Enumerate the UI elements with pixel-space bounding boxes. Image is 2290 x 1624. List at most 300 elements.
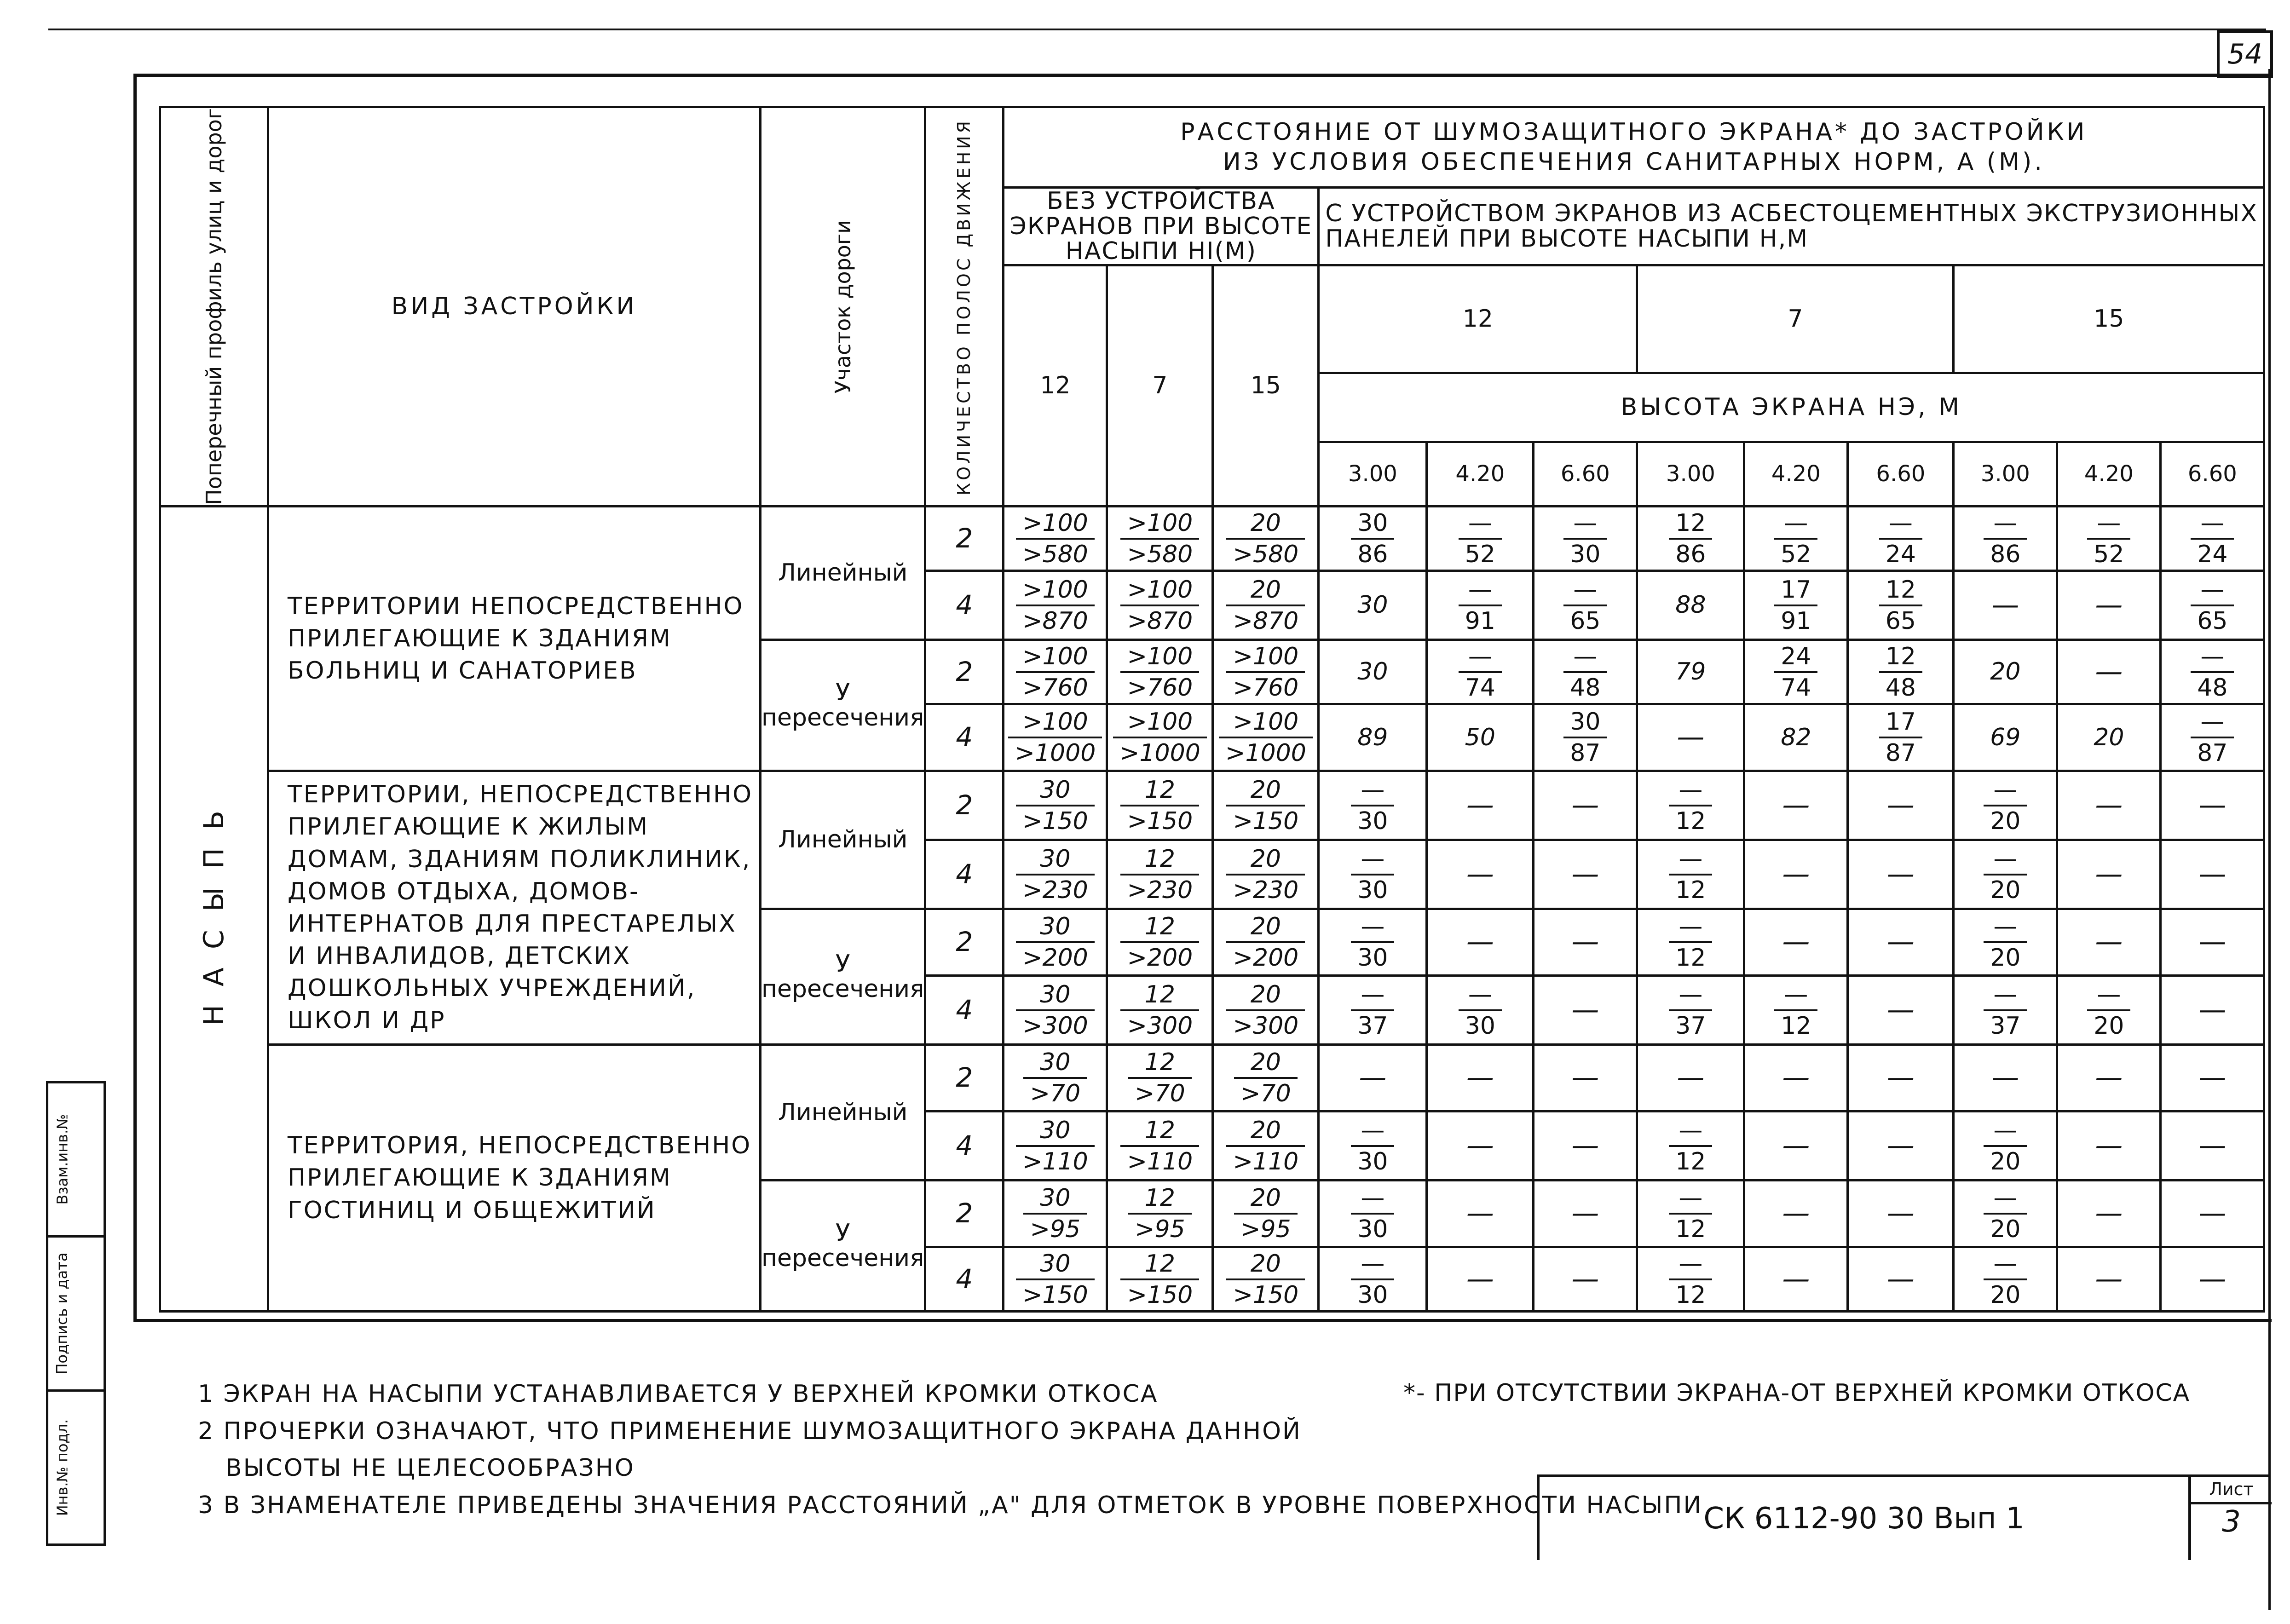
value-cell [1107,570,1213,639]
header-section-text: Участок дороги [830,219,855,394]
fraction [1879,710,1922,765]
fraction [2087,511,2130,566]
value-cell [2161,771,2264,840]
value-cell [2057,1111,2161,1180]
numerator: 24 [1781,642,1811,670]
single-value: 20 [1990,658,2021,686]
building-type-cell: ТЕРРИТОРИИ, НЕПОСРЕДСТВЕННО ПРИЛЕГАЮЩИЕ К ЖИЛЫМ ДОМАМ, ЗДАНИЯМ ПОЛИКЛИНИК, ДОМОВ ОТДЫХА, ДОМОВ-ИНТЕРНАТОВ ДЛЯ ПРЕСТАРЕЛЫХ И ИНВАЛИДОВ, ДЕТСКИХ ДОШКОЛЬНЫХ УЧРЕЖДЕНИЙ, ШКОЛ И ДР [268,771,761,1044]
header-type: ВИД ЗАСТРОЙКИ [268,107,761,507]
value-cell [1744,704,1848,771]
fraction [1669,511,1712,566]
value-cell [1213,704,1319,771]
header-screen-group-15: 15 [1954,265,2264,373]
numerator: — [1993,509,2018,537]
spine-label-sign: Подпись и дата [53,1252,71,1375]
lanes-cell: 2 [925,639,1004,704]
numerator: >100 [1233,642,1299,670]
denominator: 20 [1984,1145,2027,1174]
single-value: — [2095,1061,2123,1094]
fraction [1669,915,1712,970]
numerator: — [1468,980,1492,1008]
single-value: 88 [1675,591,1706,619]
header-section [761,107,925,507]
value-cell [1319,506,1427,570]
numerator: >100 [1022,642,1088,670]
numerator: 20 [1250,1250,1281,1278]
denominator: 48 [1879,671,1922,700]
spine-cell-inv [46,1389,106,1546]
denominator: >300 [1120,1009,1199,1038]
value-cell [1744,570,1848,639]
denominator: >110 [1120,1145,1199,1174]
value-cell [2161,1180,2264,1247]
value-cell [2057,1180,2161,1247]
fraction [1226,1118,1305,1174]
denominator: 24 [1879,538,1922,566]
single-value: — [1886,926,1915,958]
value-cell [1427,570,1534,639]
title-stamp [1537,1474,2269,1560]
denominator: 30 [1351,805,1394,833]
numerator: 30 [1040,980,1071,1008]
screen-height-cell: 3.00 [1637,442,1744,506]
numerator: 17 [1885,708,1916,736]
denominator: 12 [1669,1278,1712,1307]
value-cell [1319,639,1427,704]
sheet-label: Лист [2191,1479,2272,1504]
fraction [1774,578,1817,633]
fraction [1774,980,1817,1040]
header-group-title-1: РАССТОЯНИЕ ОТ ШУМОЗАЩИТНОГО ЭКРАНА* ДО ЗАСТРОЙКИ [1180,118,2088,146]
fraction [1120,980,1199,1040]
value-cell [1954,771,2057,840]
lanes-cell: 2 [925,1180,1004,1247]
denominator: >760 [1120,671,1199,700]
value-cell [1744,1180,1848,1247]
value-cell [2161,1044,2264,1111]
numerator: — [1888,509,1913,537]
single-value: — [1466,789,1494,821]
denominator: 91 [1459,605,1502,633]
numerator: 12 [1885,642,1916,670]
single-value: — [1782,926,1810,958]
denominator: 30 [1351,1278,1394,1307]
denominator: >580 [1120,538,1199,566]
table-row [160,771,2264,840]
value-cell [1427,1111,1534,1180]
numerator: — [2200,509,2225,537]
value-cell [1637,1180,1744,1247]
denominator: 12 [1669,941,1712,970]
value-cell [1534,1111,1637,1180]
denominator: 20 [1984,874,2027,902]
single-value: — [1571,1262,1599,1295]
lanes-cell: 4 [925,1111,1004,1180]
fraction [2191,642,2234,702]
denominator: >1000 [1219,737,1313,765]
spine-cell-sign [46,1235,106,1392]
value-cell [1534,771,1637,840]
numerator: 12 [1144,1250,1175,1278]
numerator: 12 [1144,845,1175,873]
single-value: — [1466,1197,1494,1230]
single-value: 30 [1357,591,1388,619]
value-cell [1213,1111,1319,1180]
value-cell [2161,704,2264,771]
single-value: — [1991,588,2019,621]
value-cell [1744,639,1848,704]
numerator: — [1361,1250,1385,1278]
numerator: — [1993,776,2018,804]
value-cell [1744,1247,1848,1311]
fraction [1016,915,1095,970]
value-cell [2057,909,2161,975]
numerator: >100 [1127,509,1193,537]
denominator: 30 [1351,941,1394,970]
value-cell [1744,975,1848,1044]
screen-height-cell: 3.00 [1319,442,1427,506]
fraction [1351,1252,1394,1307]
value-cell [2057,639,2161,704]
fraction [1120,915,1199,970]
denominator: >150 [1226,1278,1305,1307]
fraction [1120,1118,1199,1174]
denominator: >230 [1016,874,1095,902]
numerator: — [2097,980,2121,1008]
value-cell [2057,570,2161,639]
fraction [1226,915,1305,970]
value-cell [1319,1180,1427,1247]
denominator: >580 [1226,538,1305,566]
fraction [1459,511,1502,566]
numerator: — [1679,776,1703,804]
value-cell [1004,1044,1107,1111]
single-value: — [2198,1129,2227,1162]
value-cell [1744,840,1848,909]
value-cell [1427,909,1534,975]
fraction [1669,847,1712,902]
single-value: 50 [1465,723,1495,751]
value-cell [1954,506,2057,570]
value-cell [1107,506,1213,570]
lanes-cell: 4 [925,570,1004,639]
denominator: 30 [1459,1009,1502,1038]
single-value: — [1571,1061,1599,1094]
denominator: >300 [1226,1009,1305,1038]
denominator: >150 [1016,805,1095,833]
denominator: 52 [1459,538,1502,566]
denominator: >95 [1128,1213,1192,1241]
fraction [1226,1252,1305,1307]
fraction [1879,642,1922,702]
single-value: — [2198,926,2227,958]
denominator: >300 [1016,1009,1095,1038]
denominator: >200 [1016,941,1095,970]
header-no-screen: БЕЗ УСТРОЙСТВА ЭКРАНОВ ПРИ ВЫСОТЕ НАСЫПИ НI(М) [1004,188,1319,265]
single-value: — [1571,789,1599,821]
value-cell [1534,1247,1637,1311]
value-cell [1427,704,1534,771]
value-cell [1427,771,1534,840]
value-cell [1213,639,1319,704]
distance-table [159,106,2265,1313]
value-cell [1107,840,1213,909]
numerator: >100 [1127,642,1193,670]
denominator: >580 [1016,538,1095,566]
single-value: — [1991,1061,2019,1094]
fraction [1128,1050,1192,1106]
numerator: 20 [1250,576,1281,604]
header-with-screen: С УСТРОЙСТВОМ ЭКРАНОВ ИЗ АСБЕСТОЦЕМЕНТНЫХ ЭКСТРУЗИОННЫХ ПАНЕЛЕЙ ПРИ ВЫСОТЕ НАСЫПИ Н,М [1319,188,2264,265]
numerator: — [1679,845,1703,873]
value-cell [1107,1180,1213,1247]
value-cell [1004,840,1107,909]
fraction [1120,511,1199,566]
numerator: — [2200,708,2225,736]
denominator: >110 [1016,1145,1095,1174]
numerator: — [1679,980,1703,1008]
screen-height-cell: 6.60 [1534,442,1637,506]
value-cell [1427,975,1534,1044]
numerator: — [1993,1184,2018,1212]
denominator: 65 [1563,605,1607,633]
value-cell [1744,1111,1848,1180]
lanes-cell: 2 [925,909,1004,975]
screen-height-cell: 4.20 [1427,442,1534,506]
sheet-box [2188,1477,2272,1560]
note-2: 2 ПРОЧЕРКИ ОЗНАЧАЮТ, ЧТО ПРИМЕНЕНИЕ ШУМОЗАЩИТНОГО ЭКРАНА ДАННОЙ [198,1417,1302,1445]
numerator: 30 [1040,913,1071,941]
value-cell [1213,840,1319,909]
single-value: 69 [1990,723,2021,751]
value-cell [1213,771,1319,840]
numerator: — [2200,576,2225,604]
fraction [1226,980,1305,1040]
road-section-cell: Линейный [761,506,925,639]
denominator: >200 [1120,941,1199,970]
value-cell [1427,506,1534,570]
numerator: 30 [1357,509,1388,537]
value-cell [1213,506,1319,570]
numerator: 30 [1040,776,1071,804]
numerator: >100 [1022,576,1088,604]
denominator: >870 [1226,605,1305,633]
note-3: 3 В ЗНАМЕНАТЕЛЕ ПРИВЕДЕНЫ ЗНАЧЕНИЯ РАССТОЯНИЙ „А" ДЛЯ ОТМЕТОК В УРОВНЕ ПОВЕРХНОСТИ НАСЫПИ [198,1491,1703,1519]
single-value: — [2198,1262,2227,1295]
numerator: 12 [1885,576,1916,604]
value-cell [2161,1111,2264,1180]
value-cell [1107,909,1213,975]
numerator: — [1468,509,1492,537]
numerator: >100 [1233,708,1299,736]
value-cell [1213,909,1319,975]
numerator: >100 [1127,708,1193,736]
footnote: *- ПРИ ОТСУТСТВИИ ЭКРАНА-ОТ ВЕРХНЕЙ КРОМКИ ОТКОСА [1403,1379,2191,1407]
fraction [1113,710,1207,765]
fraction [1351,1184,1394,1244]
fraction [1120,1252,1199,1307]
value-cell [1319,975,1427,1044]
value-cell [1427,840,1534,909]
value-cell [1848,639,1954,704]
value-cell [1637,506,1744,570]
single-value: — [1782,1197,1810,1230]
single-value: — [2095,858,2123,890]
single-value: — [2198,789,2227,821]
denominator: >870 [1120,605,1199,633]
numerator: — [1468,576,1492,604]
spine-label-inv: Инв.№ подл. [53,1419,71,1516]
value-cell [1427,1180,1534,1247]
fraction [1669,1118,1712,1174]
fraction [1984,980,2027,1040]
single-value: — [1782,789,1810,821]
single-value: — [1466,1129,1494,1162]
denominator: 87 [2191,737,2234,765]
denominator: 30 [1563,538,1607,566]
header-height-15: 15 [1213,265,1319,506]
fraction [1351,778,1394,833]
fraction [1226,642,1305,702]
spine-label-vzam: Взам.инв.№ [53,1114,71,1205]
numerator: — [1679,1184,1703,1212]
denominator: 37 [1351,1009,1394,1038]
building-type-cell: ТЕРРИТОРИЯ, НЕПОСРЕДСТВЕННО ПРИЛЕГАЮЩИЕ К ЗДАНИЯМ ГОСТИНИЦ И ОБЩЕЖИТИЙ [268,1044,761,1311]
denominator: >150 [1016,1278,1095,1307]
single-value: — [1782,1129,1810,1162]
fraction [1984,1118,2027,1174]
value-cell [2161,570,2264,639]
numerator: — [1784,509,1808,537]
numerator: 30 [1570,708,1601,736]
fraction [1669,778,1712,833]
fraction [1016,578,1095,633]
fraction [1459,980,1502,1040]
fraction [1984,847,2027,902]
numerator: — [1573,642,1598,670]
denominator: 48 [1563,671,1607,700]
sheet-number: 3 [2222,1505,2241,1539]
page-number: 54 [2217,30,2273,78]
denominator: 12 [1669,805,1712,833]
numerator: 12 [1144,776,1175,804]
value-cell [1848,1111,1954,1180]
fraction [2191,511,2234,566]
value-cell [1534,1044,1637,1111]
numerator: — [1993,1116,2018,1144]
fraction [1120,578,1199,633]
value-cell [1534,1180,1637,1247]
fraction [1351,980,1394,1040]
fraction [1016,1252,1095,1307]
denominator: >150 [1120,1278,1199,1307]
value-cell [2161,506,2264,570]
numerator: 20 [1250,776,1281,804]
value-cell [1848,1044,1954,1111]
single-value: — [1466,858,1494,890]
fraction [1669,1184,1712,1244]
value-cell [1427,639,1534,704]
numerator: 12 [1144,1048,1175,1077]
lanes-cell: 2 [925,771,1004,840]
single-value: — [2198,993,2227,1026]
numerator: 20 [1250,1048,1281,1077]
single-value: — [2095,1129,2123,1162]
header-screen-group-12: 12 [1319,265,1637,373]
numerator: — [1361,1184,1385,1212]
single-value: — [2095,655,2123,688]
single-value: — [1571,993,1599,1026]
road-section-cell: У пересечения [761,639,925,771]
value-cell [1534,506,1637,570]
denominator: >1000 [1008,737,1102,765]
denominator: 12 [1669,1213,1712,1241]
fraction [2087,980,2130,1040]
fraction [1984,1184,2027,1244]
denominator: 37 [1984,1009,2027,1038]
lanes-cell: 4 [925,1247,1004,1311]
road-section-cell: У пересечения [761,1180,925,1311]
value-cell [1107,639,1213,704]
header-group-title-2: ИЗ УСЛОВИЯ ОБЕСПЕЧЕНИЯ САНИТАРНЫХ НОРМ, А (М). [1223,148,2045,176]
profile-label: НАСЫПЬ [197,792,230,1026]
fraction [1563,511,1607,566]
denominator: 20 [1984,1278,2027,1307]
denominator: 65 [1879,605,1922,633]
fraction [1120,847,1199,902]
numerator: — [1361,845,1385,873]
value-cell [2057,704,2161,771]
table-row [160,506,2264,570]
denominator: 12 [1774,1009,1817,1038]
denominator: >95 [1234,1213,1298,1241]
denominator: 24 [2191,538,2234,566]
fraction [1016,511,1095,566]
fraction [1234,1184,1298,1244]
road-section-cell: У пересечения [761,909,925,1044]
numerator: — [1361,913,1385,941]
single-value: — [1782,858,1810,890]
denominator: 12 [1669,874,1712,902]
value-cell [1534,840,1637,909]
header-profile-text: Поперечный профиль улиц и дорог [201,108,226,505]
fraction [1016,980,1095,1040]
single-value: — [1571,1129,1599,1162]
value-cell [1107,1044,1213,1111]
numerator: 20 [1250,1116,1281,1144]
screen-height-cell: 6.60 [1848,442,1954,506]
single-value: — [1571,926,1599,958]
denominator: 74 [1774,671,1817,700]
fraction [1774,642,1817,702]
single-value: — [2198,1061,2227,1094]
fraction [1984,915,2027,970]
value-cell [2161,1247,2264,1311]
fraction [1226,511,1305,566]
numerator: 20 [1250,980,1281,1008]
screen-height-cell: 4.20 [1744,442,1848,506]
denominator: >870 [1016,605,1095,633]
value-cell [2161,975,2264,1044]
value-cell [1004,975,1107,1044]
screen-height-cell: 4.20 [2057,442,2161,506]
fraction [1008,710,1102,765]
single-value: — [2095,588,2123,621]
value-cell [1848,975,1954,1044]
top-border-line [48,29,2266,30]
denominator: 86 [1984,538,2027,566]
numerator: — [1679,1116,1703,1144]
